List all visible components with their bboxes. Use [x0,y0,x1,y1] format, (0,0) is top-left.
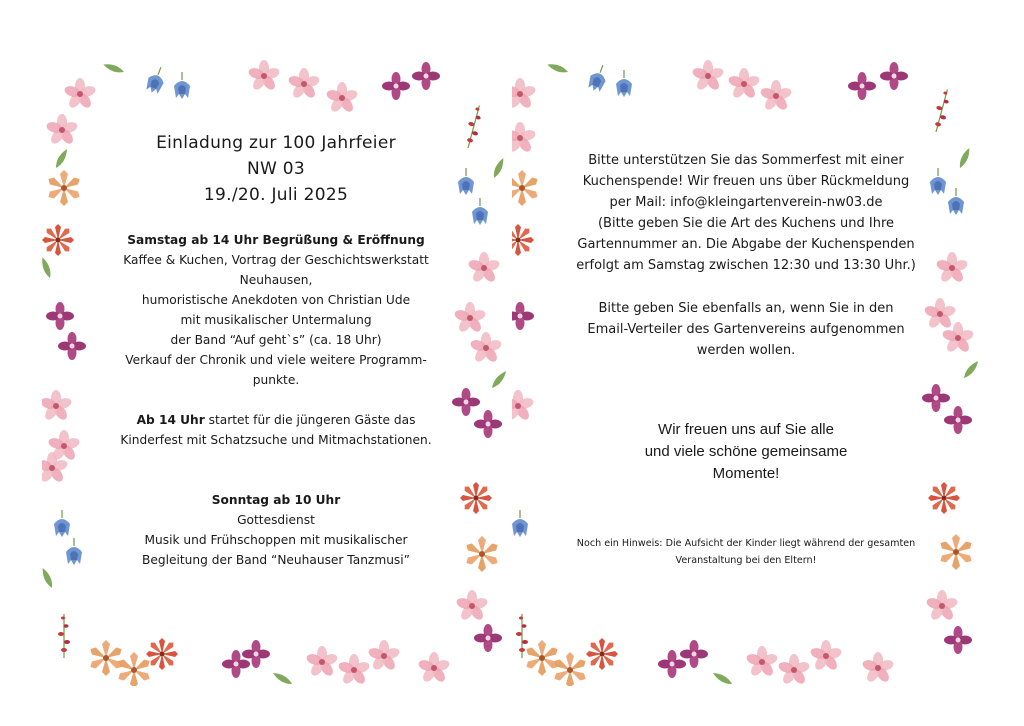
left-card-content [104,130,448,570]
kids-line: Kinderfest mit Schatzsuche und Mitmachstationen. [120,433,432,447]
kids-time: Ab 14 Uhr [136,413,205,427]
closing-line: Momente! [712,465,780,482]
title-line: NW 03 [246,159,306,179]
invitation-title [104,130,448,208]
closing-line: und viele schöne gemeinsame [644,443,848,460]
saturday-line: Neuhausen, [239,273,313,287]
invitation-card-right [512,58,980,686]
saturday-line: humoristische Anekdoten von Christian Ude [141,293,411,307]
title-line: Einladung zur 100 Jahrfeier [156,133,396,153]
sunday-line: Musik und Frühschoppen mit musikalischer [144,533,408,547]
cake-request-line: Bitte unterstützen Sie das Sommerfest mit einer [588,153,904,168]
closing-line: Wir freuen uns auf Sie alle [658,421,834,438]
mailing-list-line: werden wollen. [696,343,796,358]
sunday-line: Begleitung der Band “Neuhauser Tanzmusi” [142,553,410,567]
right-card-content [526,150,966,569]
saturday-line: mit musikalischer Untermalung [180,313,372,327]
mailing-list-line: Bitte geben Sie ebenfalls an, wenn Sie in den [598,301,894,316]
mailing-list-line: Email-Verteiler des Gartenvereins aufgenommen [587,322,905,337]
sunday-heading: Sonntag ab 10 Uhr [211,493,341,507]
contact-email: per Mail: info@kleingartenverein-nw03.de [609,195,883,210]
supervision-note: Veranstaltung bei den Eltern! [675,555,817,566]
kids-text: startet für die jüngeren Gäste das [204,413,416,427]
kids-line [104,410,448,430]
invitation-card-left [42,58,510,686]
cake-request-line: Gartennummer an. Die Abgabe der Kuchenspenden [577,237,915,252]
saturday-line: Verkauf der Chronik und viele weitere Programm- [125,353,427,367]
sunday-line: Gottesdienst [237,513,315,527]
saturday-line: der Band “Auf geht`s” (ca. 18 Uhr) [170,333,382,347]
cake-request-line: (Bitte geben Sie die Art des Kuchens und Ihre [597,216,895,231]
cake-request-line: erfolgt am Samstag zwischen 12:30 und 13:30 Uhr.) [576,258,916,273]
saturday-line: Kaffee & Kuchen, Vortrag der Geschichtswerkstatt [123,253,429,267]
cake-request-line: Kuchenspende! Wir freuen uns über Rückmeldung [582,174,910,189]
saturday-heading: Samstag ab 14 Uhr Begrüßung & Eröffnung [127,233,425,247]
title-line: 19./20. Juli 2025 [203,185,349,205]
saturday-line: punkte. [252,373,300,387]
supervision-note: Noch ein Hinweis: Die Aufsicht der Kinder liegt während der gesamten [576,538,916,549]
